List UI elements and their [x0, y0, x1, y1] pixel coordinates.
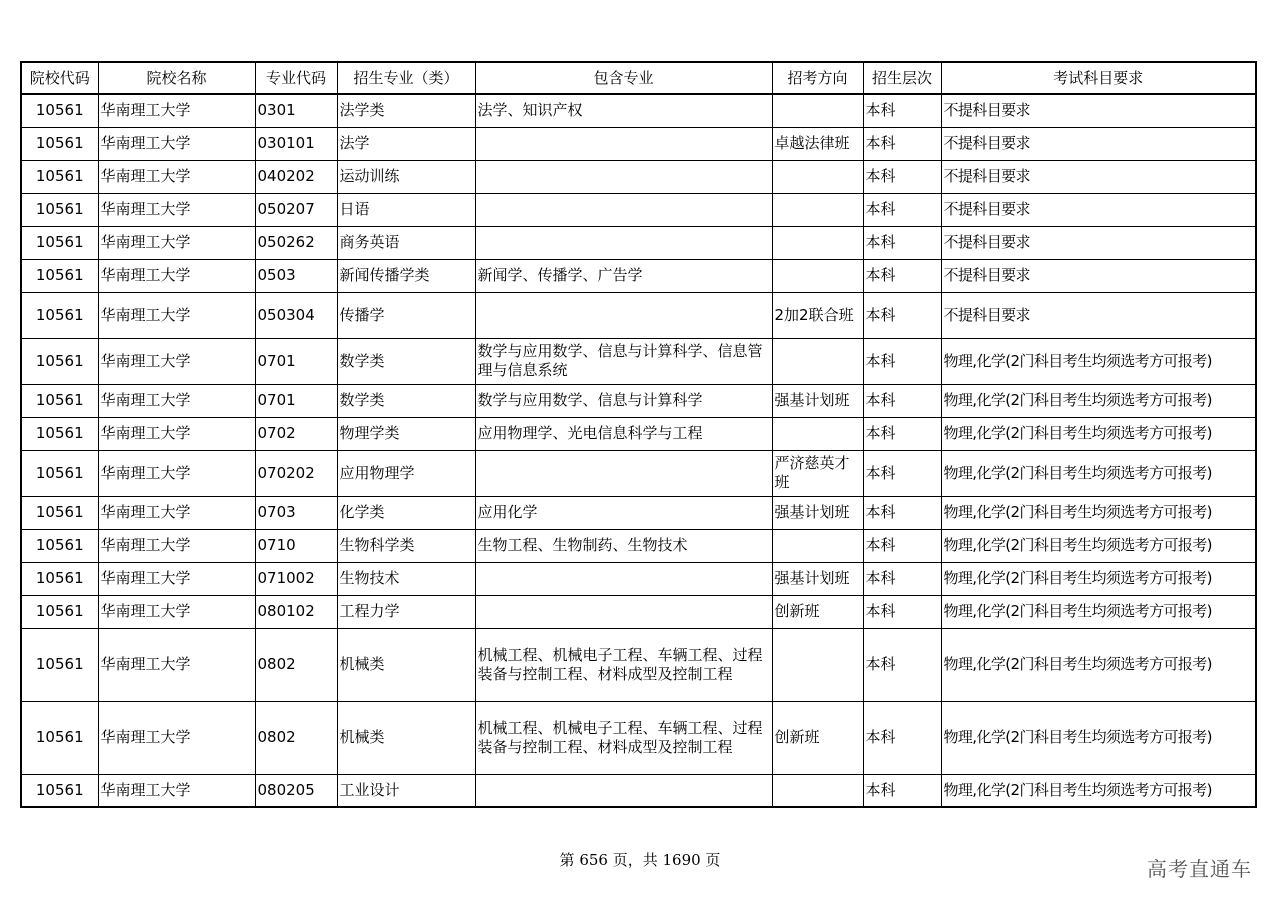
cell-included-majors — [475, 562, 772, 595]
cell-school-code: 10561 — [21, 193, 98, 226]
cell-major-category: 生物技术 — [337, 562, 475, 595]
cell-subject-requirements: 物理,化学(2门科目考生均须选考方可报考) — [941, 338, 1256, 384]
table-row — [21, 450, 1256, 496]
cell-subject-requirements: 不提科目要求 — [941, 226, 1256, 259]
cell-school-code: 10561 — [21, 774, 98, 807]
cell-subject-requirements: 不提科目要求 — [941, 193, 1256, 226]
table-row — [21, 160, 1256, 193]
header-included-majors: 包含专业 — [475, 62, 772, 94]
cell-subject-requirements: 不提科目要求 — [941, 127, 1256, 160]
cell-school-code: 10561 — [21, 562, 98, 595]
cell-level: 本科 — [863, 450, 941, 496]
cell-included-majors — [475, 193, 772, 226]
cell-school-code: 10561 — [21, 595, 98, 628]
cell-major-code: 0701 — [255, 338, 337, 384]
cell-major-category: 法学类 — [337, 94, 475, 127]
cell-level: 本科 — [863, 774, 941, 807]
cell-subject-requirements: 物理,化学(2门科目考生均须选考方可报考) — [941, 450, 1256, 496]
cell-major-code: 0802 — [255, 628, 337, 701]
cell-included-majors — [475, 127, 772, 160]
header-subject-requirements: 考试科目要求 — [941, 62, 1256, 94]
cell-subject-requirements: 不提科目要求 — [941, 259, 1256, 292]
cell-direction: 强基计划班 — [772, 562, 863, 595]
cell-major-category: 生物科学类 — [337, 529, 475, 562]
cell-subject-requirements: 物理,化学(2门科目考生均须选考方可报考) — [941, 595, 1256, 628]
cell-school-code: 10561 — [21, 226, 98, 259]
table-row — [21, 774, 1256, 807]
cell-major-code: 0701 — [255, 384, 337, 417]
cell-major-category: 工业设计 — [337, 774, 475, 807]
cell-major-code: 050262 — [255, 226, 337, 259]
table-row — [21, 701, 1256, 774]
cell-subject-requirements: 不提科目要求 — [941, 94, 1256, 127]
table-row — [21, 94, 1256, 127]
cell-included-majors: 新闻学、传播学、广告学 — [475, 259, 772, 292]
cell-major-category: 传播学 — [337, 292, 475, 338]
table-row — [21, 496, 1256, 529]
cell-major-code: 0503 — [255, 259, 337, 292]
cell-level: 本科 — [863, 417, 941, 450]
table-header-row — [21, 62, 1256, 94]
cell-school-code: 10561 — [21, 529, 98, 562]
admissions-table — [20, 61, 1257, 808]
cell-major-code: 050207 — [255, 193, 337, 226]
cell-school-name: 华南理工大学 — [98, 417, 255, 450]
cell-level: 本科 — [863, 338, 941, 384]
cell-level: 本科 — [863, 193, 941, 226]
cell-school-code: 10561 — [21, 160, 98, 193]
cell-level: 本科 — [863, 595, 941, 628]
cell-major-code: 080102 — [255, 595, 337, 628]
cell-level: 本科 — [863, 259, 941, 292]
cell-included-majors: 法学、知识产权 — [475, 94, 772, 127]
cell-major-category: 日语 — [337, 193, 475, 226]
cell-direction — [772, 259, 863, 292]
cell-level: 本科 — [863, 628, 941, 701]
table-row — [21, 193, 1256, 226]
cell-included-majors: 数学与应用数学、信息与计算科学 — [475, 384, 772, 417]
header-major-code: 专业代码 — [255, 62, 337, 94]
cell-major-category: 应用物理学 — [337, 450, 475, 496]
cell-school-code: 10561 — [21, 94, 98, 127]
cell-major-code: 030101 — [255, 127, 337, 160]
cell-subject-requirements: 物理,化学(2门科目考生均须选考方可报考) — [941, 562, 1256, 595]
cell-school-name: 华南理工大学 — [98, 595, 255, 628]
cell-school-code: 10561 — [21, 259, 98, 292]
cell-school-name: 华南理工大学 — [98, 94, 255, 127]
cell-direction — [772, 160, 863, 193]
table-row — [21, 292, 1256, 338]
cell-school-code: 10561 — [21, 384, 98, 417]
cell-school-name: 华南理工大学 — [98, 628, 255, 701]
table-body — [21, 94, 1256, 807]
cell-school-code: 10561 — [21, 417, 98, 450]
cell-level: 本科 — [863, 292, 941, 338]
cell-major-category: 机械类 — [337, 628, 475, 701]
cell-school-name: 华南理工大学 — [98, 193, 255, 226]
page-number: 第 656 页，共 1690 页 — [559, 851, 721, 869]
table-row — [21, 628, 1256, 701]
cell-school-code: 10561 — [21, 450, 98, 496]
cell-school-code: 10561 — [21, 292, 98, 338]
cell-major-code: 080205 — [255, 774, 337, 807]
cell-school-name: 华南理工大学 — [98, 529, 255, 562]
cell-subject-requirements: 物理,化学(2门科目考生均须选考方可报考) — [941, 529, 1256, 562]
cell-school-code: 10561 — [21, 496, 98, 529]
cell-school-name: 华南理工大学 — [98, 450, 255, 496]
header-direction: 招考方向 — [772, 62, 863, 94]
cell-direction — [772, 628, 863, 701]
cell-included-majors — [475, 450, 772, 496]
cell-major-category: 化学类 — [337, 496, 475, 529]
cell-school-name: 华南理工大学 — [98, 127, 255, 160]
cell-direction — [772, 94, 863, 127]
cell-school-code: 10561 — [21, 628, 98, 701]
cell-school-name: 华南理工大学 — [98, 774, 255, 807]
cell-major-category: 工程力学 — [337, 595, 475, 628]
cell-major-code: 050304 — [255, 292, 337, 338]
cell-subject-requirements: 物理,化学(2门科目考生均须选考方可报考) — [941, 417, 1256, 450]
cell-school-name: 华南理工大学 — [98, 562, 255, 595]
cell-school-name: 华南理工大学 — [98, 259, 255, 292]
cell-included-majors: 机械工程、机械电子工程、车辆工程、过程装备与控制工程、材料成型及控制工程 — [475, 701, 772, 774]
cell-level: 本科 — [863, 701, 941, 774]
cell-major-category: 商务英语 — [337, 226, 475, 259]
cell-included-majors: 应用化学 — [475, 496, 772, 529]
cell-school-name: 华南理工大学 — [98, 160, 255, 193]
cell-major-code: 0710 — [255, 529, 337, 562]
cell-major-code: 040202 — [255, 160, 337, 193]
cell-major-code: 0702 — [255, 417, 337, 450]
cell-major-category: 数学类 — [337, 384, 475, 417]
cell-level: 本科 — [863, 529, 941, 562]
header-level: 招生层次 — [863, 62, 941, 94]
cell-major-code: 0703 — [255, 496, 337, 529]
cell-subject-requirements: 不提科目要求 — [941, 160, 1256, 193]
cell-direction — [772, 774, 863, 807]
cell-subject-requirements: 不提科目要求 — [941, 292, 1256, 338]
cell-direction: 强基计划班 — [772, 384, 863, 417]
cell-subject-requirements: 物理,化学(2门科目考生均须选考方可报考) — [941, 774, 1256, 807]
cell-level: 本科 — [863, 562, 941, 595]
table-row — [21, 127, 1256, 160]
cell-school-name: 华南理工大学 — [98, 292, 255, 338]
cell-level: 本科 — [863, 160, 941, 193]
cell-included-majors: 应用物理学、光电信息科学与工程 — [475, 417, 772, 450]
cell-direction: 创新班 — [772, 595, 863, 628]
cell-major-code: 0802 — [255, 701, 337, 774]
cell-level: 本科 — [863, 94, 941, 127]
cell-major-category: 数学类 — [337, 338, 475, 384]
cell-major-category: 新闻传播学类 — [337, 259, 475, 292]
cell-school-code: 10561 — [21, 338, 98, 384]
cell-major-category: 运动训练 — [337, 160, 475, 193]
watermark-text: 高考直通车 — [1147, 857, 1252, 881]
table-row — [21, 338, 1256, 384]
cell-major-category: 机械类 — [337, 701, 475, 774]
table-row — [21, 595, 1256, 628]
cell-direction — [772, 226, 863, 259]
cell-level: 本科 — [863, 384, 941, 417]
cell-included-majors: 数学与应用数学、信息与计算科学、信息管理与信息系统 — [475, 338, 772, 384]
table-row — [21, 384, 1256, 417]
cell-included-majors: 生物工程、生物制药、生物技术 — [475, 529, 772, 562]
cell-direction — [772, 338, 863, 384]
cell-major-code: 071002 — [255, 562, 337, 595]
cell-included-majors — [475, 774, 772, 807]
header-school-name: 院校名称 — [98, 62, 255, 94]
cell-school-code: 10561 — [21, 127, 98, 160]
table-row — [21, 562, 1256, 595]
cell-included-majors: 机械工程、机械电子工程、车辆工程、过程装备与控制工程、材料成型及控制工程 — [475, 628, 772, 701]
header-school-code: 院校代码 — [21, 62, 98, 94]
cell-major-code: 0301 — [255, 94, 337, 127]
cell-school-name: 华南理工大学 — [98, 384, 255, 417]
cell-major-code: 070202 — [255, 450, 337, 496]
cell-included-majors — [475, 595, 772, 628]
cell-level: 本科 — [863, 496, 941, 529]
cell-direction — [772, 529, 863, 562]
cell-level: 本科 — [863, 127, 941, 160]
cell-included-majors — [475, 160, 772, 193]
cell-direction: 2加2联合班 — [772, 292, 863, 338]
cell-direction: 卓越法律班 — [772, 127, 863, 160]
cell-subject-requirements: 物理,化学(2门科目考生均须选考方可报考) — [941, 384, 1256, 417]
table-row — [21, 529, 1256, 562]
cell-school-name: 华南理工大学 — [98, 701, 255, 774]
table-row — [21, 226, 1256, 259]
cell-direction — [772, 193, 863, 226]
cell-school-name: 华南理工大学 — [98, 226, 255, 259]
cell-subject-requirements: 物理,化学(2门科目考生均须选考方可报考) — [941, 701, 1256, 774]
cell-included-majors — [475, 292, 772, 338]
cell-direction: 严济慈英才班 — [772, 450, 863, 496]
cell-major-category: 物理学类 — [337, 417, 475, 450]
cell-school-code: 10561 — [21, 701, 98, 774]
header-major-category: 招生专业（类） — [337, 62, 475, 94]
cell-subject-requirements: 物理,化学(2门科目考生均须选考方可报考) — [941, 496, 1256, 529]
cell-level: 本科 — [863, 226, 941, 259]
cell-direction: 创新班 — [772, 701, 863, 774]
cell-school-name: 华南理工大学 — [98, 338, 255, 384]
cell-major-category: 法学 — [337, 127, 475, 160]
cell-direction: 强基计划班 — [772, 496, 863, 529]
cell-school-name: 华南理工大学 — [98, 496, 255, 529]
table-row — [21, 259, 1256, 292]
cell-included-majors — [475, 226, 772, 259]
cell-direction — [772, 417, 863, 450]
table-row — [21, 417, 1256, 450]
cell-subject-requirements: 物理,化学(2门科目考生均须选考方可报考) — [941, 628, 1256, 701]
